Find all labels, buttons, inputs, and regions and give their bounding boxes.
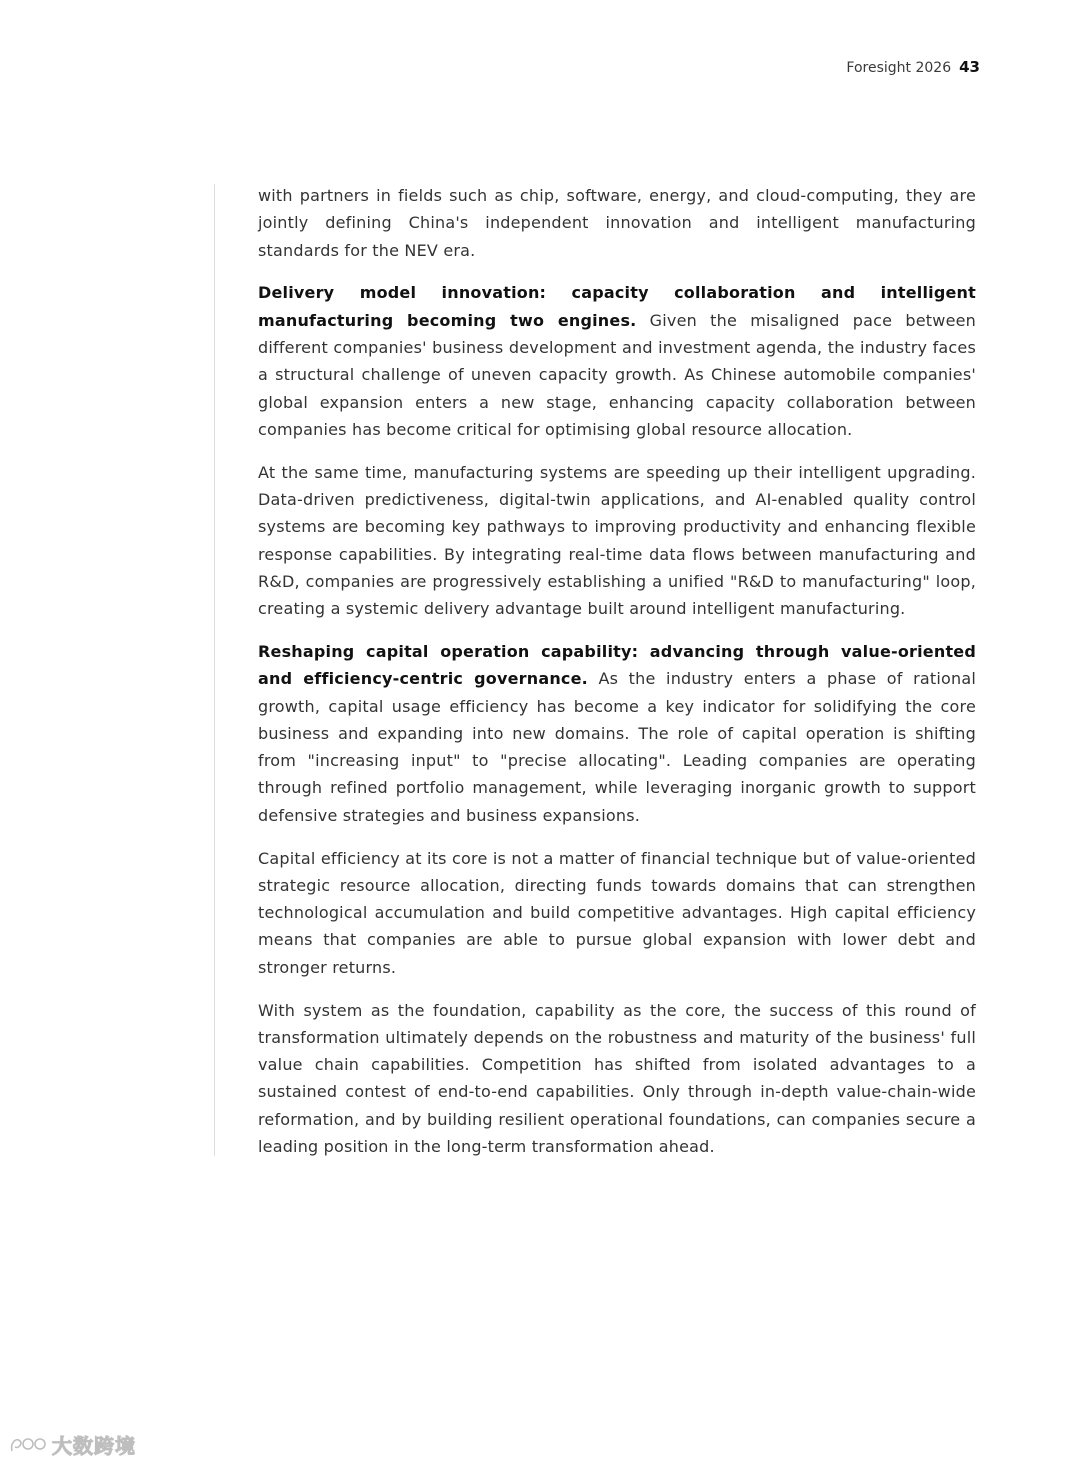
page-number: 43 (959, 58, 980, 76)
paragraph (258, 997, 976, 1161)
page-header (846, 58, 980, 76)
paragraph-heading: Delivery model innovation: capacity collaboration and intelligent manufacturing becoming two engines. (258, 283, 976, 330)
brand-logo-icon (8, 1433, 50, 1457)
margin-rule (214, 184, 215, 1156)
paragraph-text: Given the misaligned pace between different companies' business development and investment agenda, the industry faces a structural challenge of uneven capacity growth. As Chinese automobile companies' global expansion enters a new stage, enhancing capacity collaboration between companies has become critical for optimising global resource allocation. (258, 310, 976, 439)
paragraph (258, 459, 976, 623)
paragraph-heading: Reshaping capital operation capability: advancing through value-oriented and efficiency-centric governance. (258, 641, 976, 689)
paragraph (258, 279, 976, 443)
article-body (258, 182, 976, 1176)
paragraph-text: Capital efficiency at its core is not a matter of financial technique but of value-oriented strategic resource allocation, directing funds towards domains that can strengthen technological accumulation and build competitive advantages. High capital efficiency means that companies are able to pursue global expansion with lower debt and stronger returns. (258, 848, 976, 977)
paragraph (258, 638, 976, 829)
paragraph (258, 182, 976, 264)
paragraph-text: At the same time, manufacturing systems are speeding up their intelligent upgrading. Data-driven predictiveness, digital-twin applications, and AI-enabled quality control systems are becoming key pathways to improving productivity and enhancing flexible response capabilities. By integrating real-time data flows between manufacturing and R&D, companies are progressively establishing a unified "R&D to manufacturing" loop, creating a systemic delivery advantage built around intelligent manufacturing. (258, 462, 976, 619)
watermark (8, 1430, 136, 1459)
paragraph-text: With system as the foundation, capability as the core, the success of this round of transformation ultimately depends on the robustness and maturity of the business' full value chain capabilities. Competition has shifted from isolated advantages to a sustained contest of end-to-end capabilities. Only through in-depth value-chain-wide reformation, and by building resilient operational foundations, can companies secure a leading position in the long-term transformation ahead. (258, 1000, 976, 1156)
paragraph-text: As the industry enters a phase of rational growth, capital usage efficiency has become a key indicator for solidifying the core business and expanding into new domains. The role of capital operation is shifting from "increasing input" to "precise allocating". Leading companies are operating through refined portfolio management, while leveraging inorganic growth to support defensive strategies and business expansions. (258, 669, 977, 825)
publication-title: Foresight 2026 (846, 60, 952, 76)
watermark-text: 大数跨境 (52, 1434, 136, 1458)
paragraph (258, 845, 976, 981)
paragraph-text: with partners in fields such as chip, software, energy, and cloud-computing, they are jointly defining China's independent innovation and intelligent manufacturing standards for the NEV era. (258, 186, 976, 260)
